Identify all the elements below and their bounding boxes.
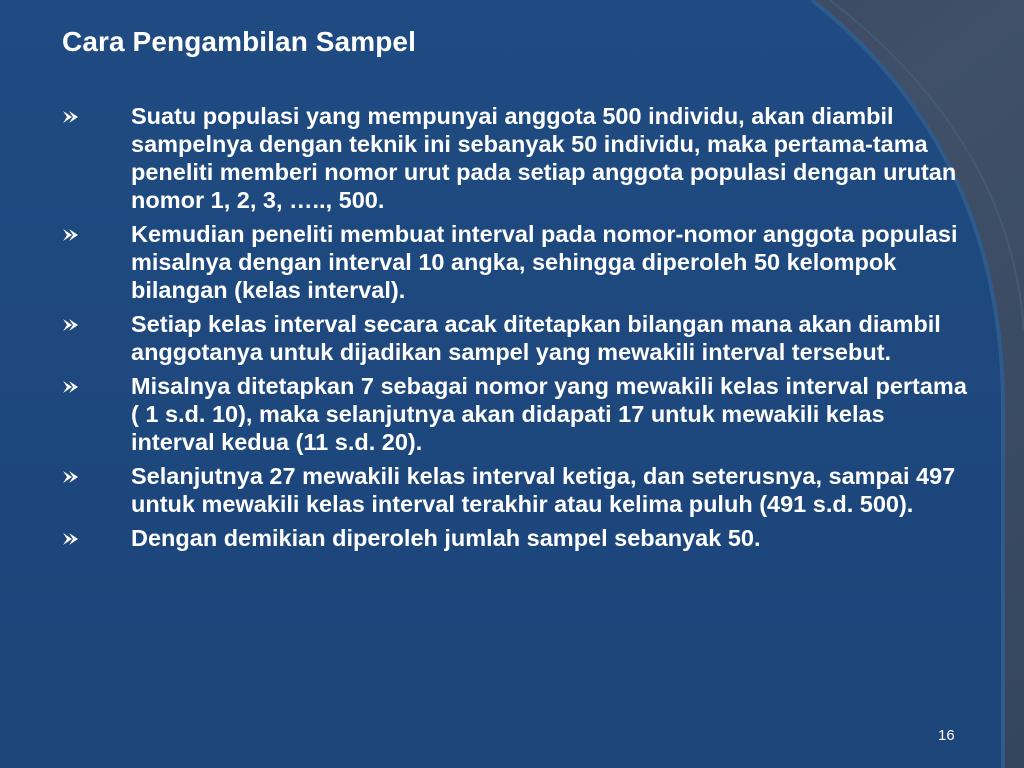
bullet-text: Dengan demikian diperoleh jumlah sampel sebanyak 50.	[131, 525, 761, 551]
bullet-text: Setiap kelas interval secara acak ditetapkan bilangan mana akan diambil anggotanya untuk dijadikan sampel yang mewakili interval tersebut.	[131, 311, 941, 365]
arrow-bullet-icon	[62, 228, 80, 242]
bullet-text: Kemudian peneliti membuat interval pada nomor-nomor anggota populasi misalnya dengan interval 10 angka, sehingga diperoleh 50 kelompok bilangan (kelas interval).	[131, 221, 958, 303]
arrow-bullet-icon	[62, 380, 80, 394]
arrow-bullet-icon	[62, 318, 80, 332]
bullet-text: Suatu populasi yang mempunyai anggota 500 individu, akan diambil sampelnya dengan teknik ini sebanyak 50 individu, maka pertama-tama peneliti memberi nomor urut pada setiap anggota populasi dengan urutan nomor 1, 2, 3, ….., 500.	[131, 103, 957, 213]
bullet-list	[62, 102, 972, 558]
list-item	[62, 462, 972, 518]
arrow-bullet-icon	[62, 470, 80, 484]
slide-title: Cara Pengambilan Sampel	[62, 26, 416, 57]
list-item	[62, 310, 972, 366]
list-item	[62, 524, 972, 552]
list-item	[62, 102, 972, 214]
list-item	[62, 220, 972, 304]
arrow-bullet-icon	[62, 532, 80, 546]
list-item	[62, 372, 972, 456]
bullet-text: Misalnya ditetapkan 7 sebagai nomor yang mewakili kelas interval pertama ( 1 s.d. 10), maka selanjutnya akan didapati 17 untuk mewakili kelas interval kedua (11 s.d. 20).	[131, 373, 967, 455]
arrow-bullet-icon	[62, 110, 80, 124]
page-number: 16	[938, 727, 955, 744]
bullet-text: Selanjutnya 27 mewakili kelas interval ketiga, dan seterusnya, sampai 497 untuk mewakili kelas interval terakhir atau kelima puluh (491 s.d. 500).	[131, 463, 956, 517]
